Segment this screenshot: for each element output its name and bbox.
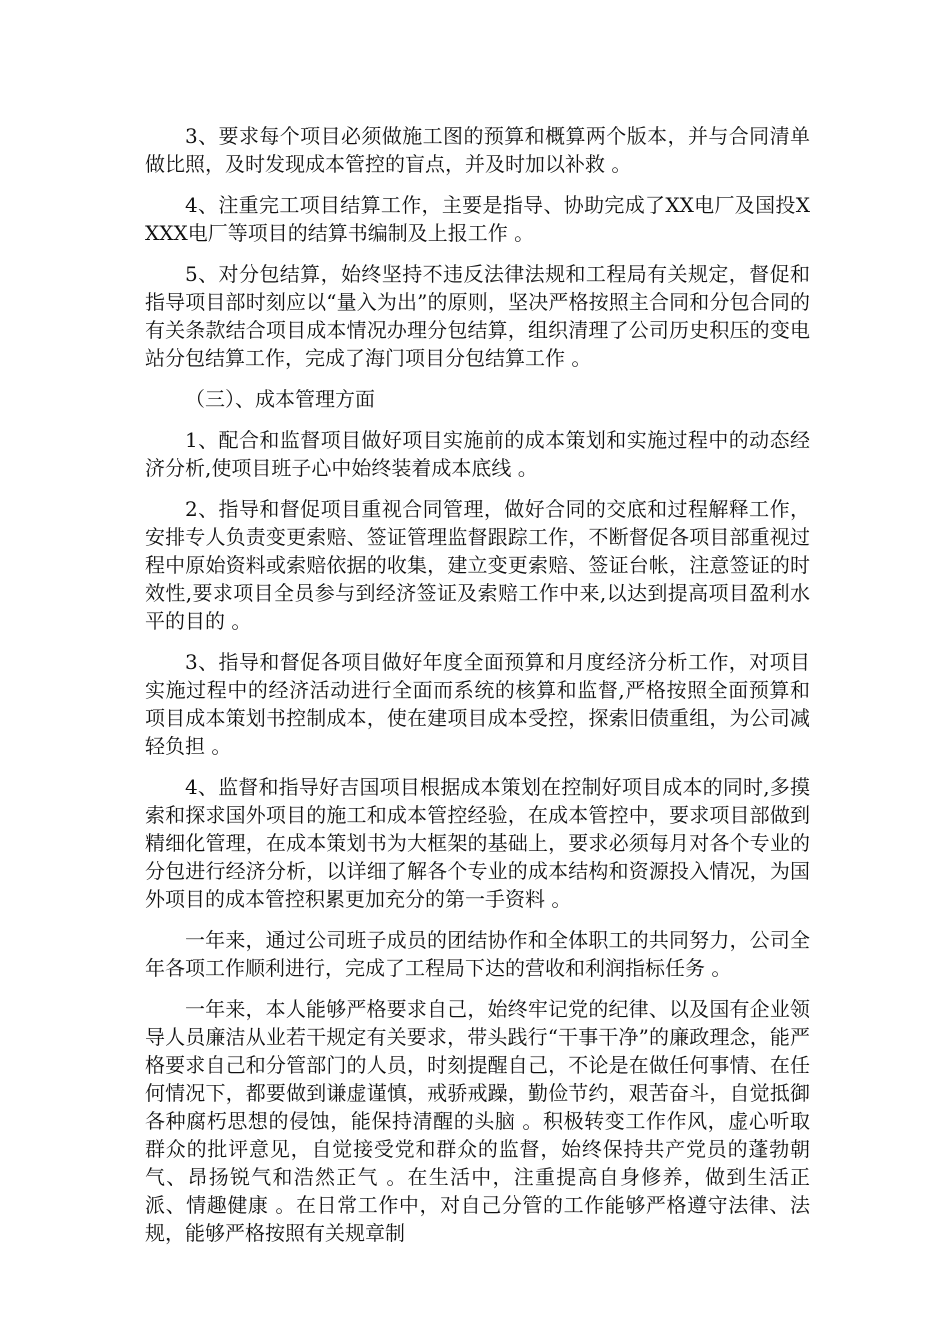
paragraph-item-3-budget: 3、要求每个项目必须做施工图的预算和概算两个版本，并与合同清单做比照，及时发现成本管控的盲点，并及时加以补救 。: [145, 124, 810, 176]
paragraph-year-summary: 一年来，通过公司班子成员的团结协作和全体职工的共同努力，公司全年各项工作顺利进行，完成了工程局下达的营收和利润指标任务 。: [145, 928, 810, 980]
paragraph-item-5-subcontract: 5、对分包结算，始终坚持不违反法律法规和工程局有关规定，督促和指导项目部时刻应以“量入为出”的原则，坚决严格按照主合同和分包合同的有关条款结合项目成本情况办理分包结算，组织清理了公司历史积压的变电站分包结算工作，完成了海门项目分包结算工作 。: [145, 262, 810, 370]
paragraph-item-2-contract-management: 2、指导和督促项目重视合同管理，做好合同的交底和过程解释工作，安排专人负责变更索赔、签证管理监督跟踪工作，不断督促各项目部重视过程中原始资料或索赔依据的收集，建立变更索赔、签证台帐，注意签证的时效性,要求项目全员参与到经济签证及索赔工作中来,以达到提高项目盈利水平的目的 。: [145, 497, 810, 633]
paragraph-item-3-annual-budget: 3、指导和督促各项目做好年度全面预算和月度经济分析工作，对项目实施过程中的经济活动进行全面而系统的核算和监督,严格按照全面预算和项目成本策划书控制成本，使在建项目成本受控，探索旧债重组，为公司减轻负担 。: [145, 650, 810, 758]
section-heading-cost-management: （三）、成本管理方面: [185, 387, 375, 411]
document-body: [145, 122, 810, 1260]
paragraph-item-4-overseas-project: 4、监督和指导好吉国项目根据成本策划在控制好项目成本的同时,多摸索和探求国外项目的施工和成本管控经验，在成本管控中，要求项目部做到精细化管理，在成本策划书为大框架的基础上，要求必须每月对各个专业的分包进行经济分析，以详细了解各个专业的成本结构和资源投入情况，为国外项目的成本管控积累更加充分的第一手资料 。: [145, 775, 810, 911]
paragraph-self-discipline: 一年来，本人能够严格要求自己，始终牢记党的纪律、以及国有企业领导人员廉洁从业若干规定有关要求，带头践行“干事干净”的廉政理念，能严格要求自己和分管部门的人员，时刻提醒自己，不论是在做任何事情、在任何情况下，都要做到谦虚谨慎，戒骄戒躁，勤俭节约，艰苦奋斗，自觉抵御各种腐朽思想的侵蚀，能保持清醒的头脑 。积极转变工作作风，虚心听取群众的批评意见，自觉接受党和群众的监督，始终保持共产党员的蓬勃朝气、昂扬锐气和浩然正气 。在生活中，注重提高自身修养，做到生活正派、情趣健康 。在日常工作中，对自己分管的工作能够严格遵守法律、法规，能够严格按照有关规章制: [145, 997, 810, 1245]
paragraph-item-1-cost-planning: 1、配合和监督项目做好项目实施前的成本策划和实施过程中的动态经济分析,使项目班子心中始终装着成本底线 。: [145, 428, 810, 480]
paragraph-item-4-settlement: 4、注重完工项目结算工作，主要是指导、协助完成了XX电厂及国投XXXX电厂等项目的结算书编制及上报工作 。: [145, 193, 810, 245]
